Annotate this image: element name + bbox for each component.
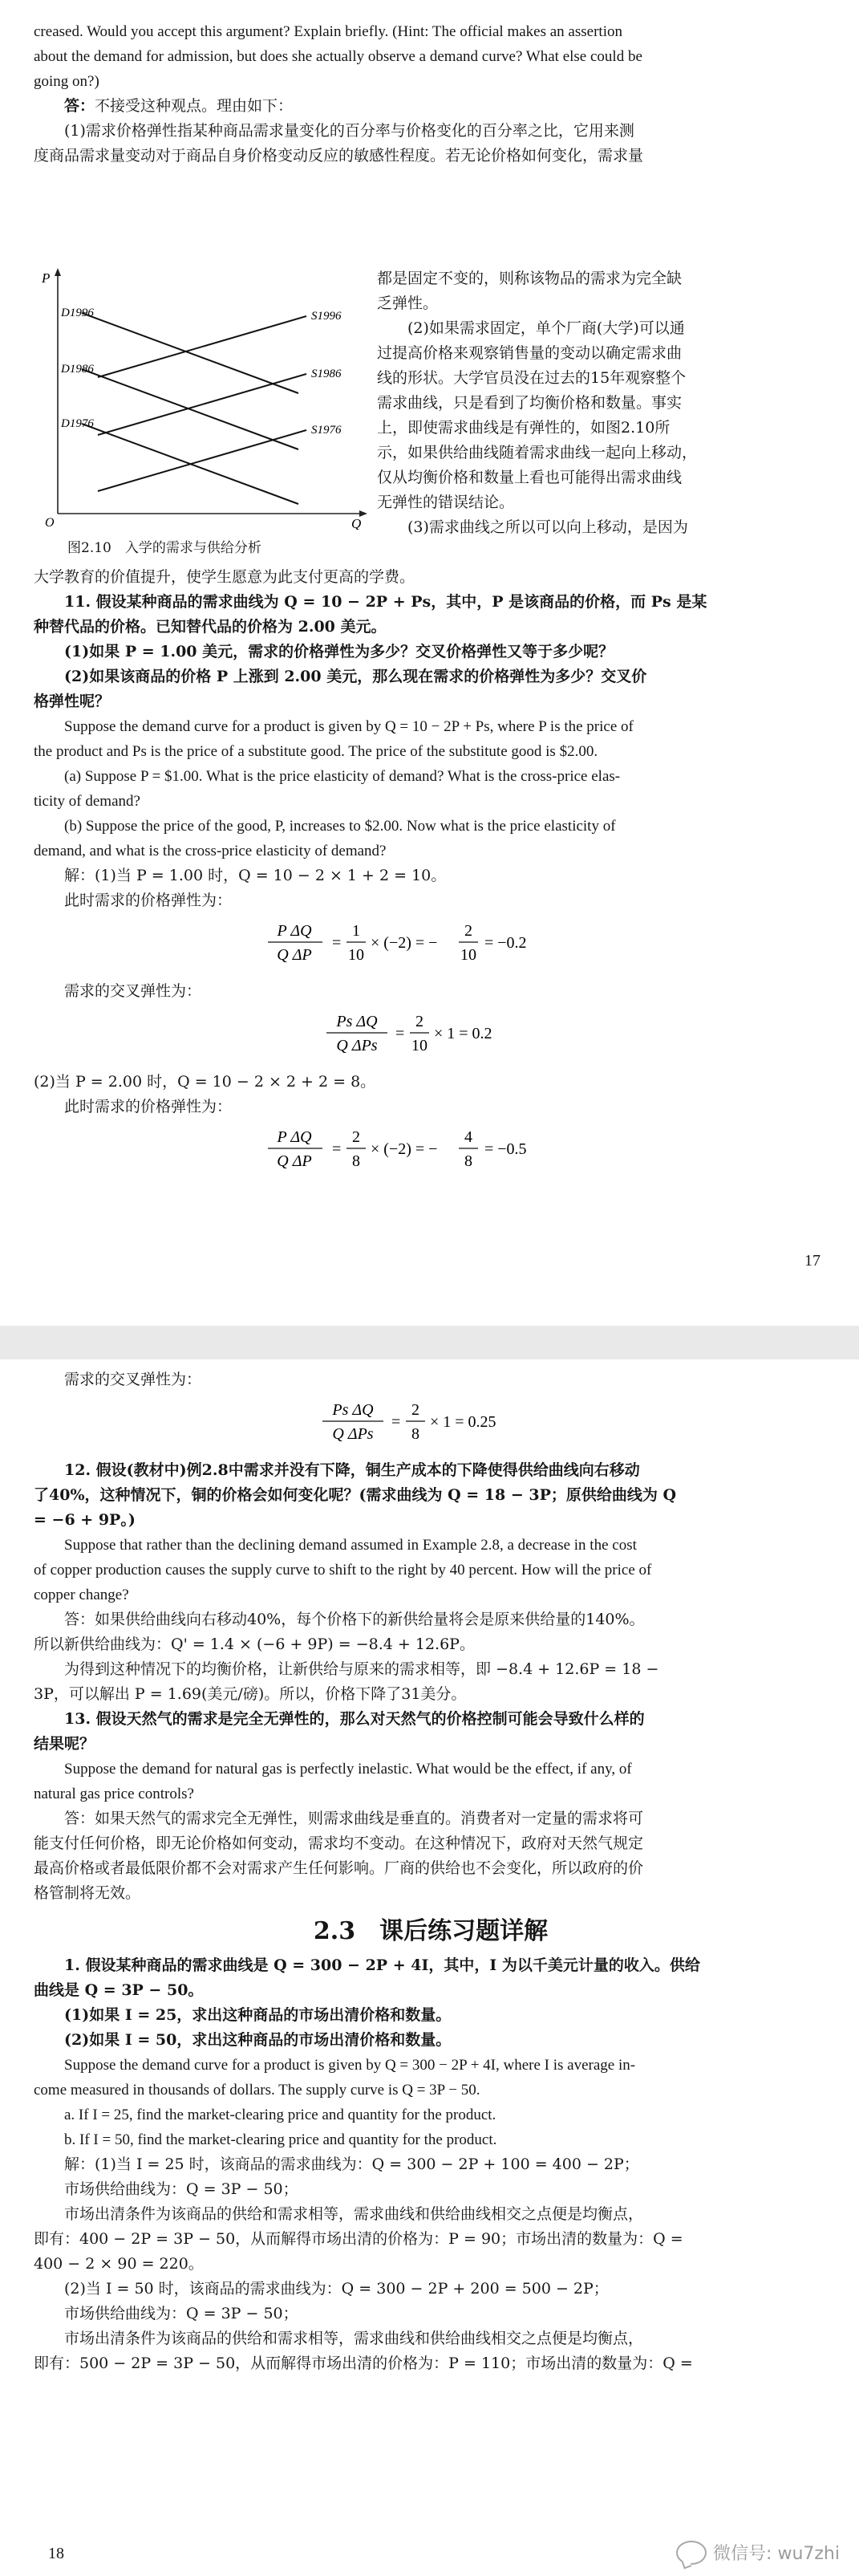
q11-en-line: (a) Suppose P = $1.00. What is the price elasticity of demand? What is the cross-price elas-: [64, 768, 621, 785]
axis-q-label: Q: [351, 516, 362, 530]
cross-elasticity-label: 需求的交叉弹性为：: [64, 982, 202, 1000]
q1-solution-line: 市场出清条件为该商品的供给和需求相等，需求曲线和供给曲线相交之点便是均衡点，: [64, 2205, 644, 2223]
q11-en-line: demand, and what is the cross-price elasticity of demand?: [34, 843, 387, 859]
right-line: 示，如果供给曲线随着需求曲线一起向上移动，: [377, 444, 698, 461]
q12-en-line: Suppose that rather than the declining demand assumed in Example 2.8, a decrease in the cost: [64, 1537, 637, 1554]
svg-text:1: 1: [352, 922, 360, 940]
q1-en-line: come measured in thousands of dollars. The supply curve is Q = 3P − 50.: [34, 2082, 480, 2099]
intro-line: creased. Would you accept this argument? Explain briefly. (Hint: The official makes an assertion: [34, 23, 622, 40]
svg-text:2: 2: [464, 922, 472, 940]
svg-text:=: =: [395, 1025, 405, 1042]
solution-line: 此时需求的价格弹性为：: [64, 1098, 233, 1115]
svg-text:Q ΔP: Q ΔP: [277, 946, 312, 964]
supply-line-1976: [98, 430, 306, 491]
q1-solution-line: (2)当 I = 50 时，该商品的需求曲线为：Q = 300 − 2P + 200 = 500 − 2P；: [64, 2280, 609, 2298]
q1-line: 曲线是 Q = 3P − 50。: [34, 1981, 204, 1999]
svg-text:P ΔQ: P ΔQ: [277, 1128, 312, 1146]
q1-en-line: a. If I = 25, find the market-clearing price and quantity for the product.: [64, 2107, 496, 2123]
right-line: 乏弹性。: [377, 295, 439, 312]
q12-line: = −6 + 9P。): [34, 1511, 136, 1529]
solution-line: (2)当 P = 2.00 时，Q = 10 − 2 × 2 + 2 = 8。: [34, 1073, 376, 1091]
page1-top-text: [34, 19, 828, 169]
watermark-text: 微信号: wu7zhi: [713, 2544, 840, 2564]
svg-text:2: 2: [411, 1401, 419, 1419]
q1-solution-line: 即有：500 − 2P = 3P − 50，从而解得市场出清的价格为：P = 110；市场出清的数量为：Q =: [34, 2355, 693, 2372]
svg-text:10: 10: [411, 1037, 427, 1054]
svg-text:P ΔQ: P ΔQ: [277, 922, 312, 940]
para1-line: 度商品需求量变动对于商品自身价格变动反应的敏感性程度。若无论价格如何变化，需求量: [34, 147, 644, 165]
q12-en-line: copper change?: [34, 1587, 129, 1603]
q12-line: 12. 假设(教材中)例2.8中需求并没有下降，铜生产成本的下降使得供给曲线向右移动: [64, 1461, 640, 1479]
svg-text:Q ΔPs: Q ΔPs: [336, 1037, 378, 1054]
axis-p-label: P: [42, 270, 51, 286]
supply-label: S1996: [311, 310, 342, 323]
svg-text:8: 8: [411, 1425, 419, 1443]
cross-elasticity-label: 需求的交叉弹性为：: [64, 1371, 202, 1388]
intro-line: going on?): [34, 73, 99, 90]
demand-label: D1996: [61, 307, 94, 319]
q11-line: 格弹性呢？: [34, 693, 111, 710]
q12-en-line: of copper production causes the supply curve to shift to the right by 40 percent. How will the price of: [34, 1562, 652, 1579]
solution-line: 解：(1)当 P = 1.00 时，Q = 10 − 2 × 1 + 2 = 10。: [64, 867, 447, 884]
right-line: 都是固定不变的，则称该物品的需求为完全缺: [377, 270, 683, 287]
q1-line: (1)如果 I = 25，求出这种商品的市场出清价格和数量。: [64, 2006, 452, 2024]
svg-text:4: 4: [464, 1128, 472, 1146]
right-line: (2)如果需求固定，单个厂商(大学)可以通: [407, 319, 685, 337]
page-number: 17: [804, 1252, 821, 1270]
svg-text:10: 10: [348, 946, 364, 964]
svg-text:Q ΔP: Q ΔP: [277, 1152, 312, 1170]
q12-answer-line: 为得到这种情况下的均衡价格，让新供给与原来的需求相等，即 −8.4 + 12.6P = 18 −: [64, 1660, 659, 1678]
q12-answer-line: 所以新供给曲线为：Q' = 1.4 × (−6 + 9P) = −8.4 + 12.6P。: [34, 1635, 475, 1653]
solution-line: 此时需求的价格弹性为：: [64, 892, 233, 909]
q13-answer-line: 最高价格或者最低限价都不会对需求产生任何影响。厂商的供给也不会变化，所以政府的价: [34, 1859, 644, 1877]
svg-text:× 1 = 0.25: × 1 = 0.25: [430, 1413, 496, 1431]
para1-line: (1)需求价格弹性指某种商品需求量变化的百分率与价格变化的百分率之比，它用来测: [64, 122, 634, 140]
svg-text:=: =: [332, 934, 342, 952]
demand-label: D1976: [61, 417, 94, 430]
supply-line-1996: [98, 316, 306, 377]
q1-solution-line: 400 − 2 × 90 = 220。: [34, 2255, 204, 2273]
q1-solution-line: 市场供给曲线为：Q = 3P − 50；: [64, 2180, 298, 2198]
svg-text:2: 2: [352, 1128, 360, 1146]
right-line: 上，即使需求曲线是有弹性的，如图2.10所: [377, 419, 671, 437]
page-number: 18: [48, 2545, 64, 2562]
q13-line: 13. 假设天然气的需求是完全无弹性的，那么对天然气的价格控制可能会导致什么样的: [64, 1710, 645, 1728]
right-line: (3)需求曲线之所以可以向上移动，是因为: [407, 518, 688, 536]
right-line: 仅从均衡价格和数量上看也可能得出需求曲线: [377, 469, 683, 486]
q11-en-line: the product and Ps is the price of a substitute good. The price of the substitute good is $2.00.: [34, 743, 598, 760]
svg-text:8: 8: [464, 1152, 472, 1170]
section-title: 2.3 课后练习题详解: [313, 1917, 549, 1945]
q13-en-line: Suppose the demand for natural gas is perfectly inelastic. What would be the effect, if any, of: [64, 1761, 632, 1778]
svg-text:= −0.5: = −0.5: [484, 1140, 527, 1158]
answer-label: 答：: [64, 97, 95, 115]
formula-price-elasticity-1: [34, 918, 828, 974]
supply-line-1986: [98, 374, 306, 435]
p-axis-arrow: [55, 268, 61, 276]
svg-text:8: 8: [352, 1152, 360, 1170]
q11-line: (2)如果该商品的价格 P 上涨到 2.00 美元，那么现在需求的价格弹性为多少？交叉价: [64, 668, 647, 685]
q12-answer-line: 3P，可以解出 P = 1.69(美元/磅)。所以，价格下降了31美分。: [34, 1685, 467, 1703]
answer-text: 不接受这种观点。理由如下：: [95, 97, 294, 115]
q11-en-line: (b) Suppose the price of the good, P, increases to $2.00. Now what is the price elasticity of: [64, 818, 616, 835]
svg-text:× (−2) = −: × (−2) = −: [371, 1140, 438, 1158]
svg-text:× (−2) = −: × (−2) = −: [371, 934, 438, 952]
watermark: [676, 2540, 840, 2565]
q1-line: 1. 假设某种商品的需求曲线是 Q = 300 − 2P + 4I，其中，I 为以千美元计量的收入。供给: [64, 1956, 700, 1974]
q1-solution-line: 市场出清条件为该商品的供给和需求相等，需求曲线和供给曲线相交之点便是均衡点，: [64, 2330, 644, 2347]
q11-line: (1)如果 P = 1.00 美元，需求的价格弹性为多少？交叉价格弹性又等于多少呢？: [64, 643, 614, 660]
page1-lower-text: [34, 565, 828, 1185]
page-18: [0, 1359, 859, 2576]
q1-solution-line: 即有：400 − 2P = 3P − 50，从而解得市场出清的价格为：P = 90；市场出清的数量为：Q =: [34, 2230, 683, 2248]
right-line: 需求曲线，只是看到了均衡价格和数量。事实: [377, 394, 683, 412]
svg-text:Ps ΔQ: Ps ΔQ: [336, 1013, 378, 1030]
intro-line: about the demand for admission, but does she actually observe a demand curve? What else could be: [34, 48, 642, 65]
q11-en-line: Suppose the demand curve for a product is given by Q = 10 − 2P + Ps, where P is the price of: [64, 718, 634, 735]
svg-text:2: 2: [415, 1013, 423, 1030]
para3-end: 大学教育的价值提升，使学生愿意为此支付更高的学费。: [34, 568, 415, 586]
right-line: 过提高价格来观察销售量的变动以确定需求曲: [377, 344, 683, 362]
q11-line: 11. 假设某种商品的需求曲线为 Q = 10 − 2P + Ps，其中，P 是该商品的价格，而 Ps 是某: [64, 593, 707, 611]
svg-text:Ps ΔQ: Ps ΔQ: [332, 1401, 374, 1419]
q11-en-line: ticity of demand?: [34, 793, 140, 810]
q13-line: 结果呢？: [34, 1735, 95, 1753]
svg-text:Q ΔPs: Q ΔPs: [332, 1425, 374, 1443]
demand-label: D1986: [61, 363, 94, 376]
supply-demand-diagram: [34, 265, 371, 530]
formula-price-elasticity-2: [34, 1124, 828, 1180]
figure-caption: 图2.10 入学的需求与供给分析: [67, 540, 261, 556]
origin-label: O: [45, 516, 55, 530]
q12-answer-line: 答：如果供给曲线向右移动40%，每个价格下的新供给量将会是原来供给量的140%。: [64, 1611, 645, 1628]
svg-text:= −0.2: = −0.2: [484, 934, 527, 952]
q1-line: (2)如果 I = 50，求出这种商品的市场出清价格和数量。: [64, 2031, 452, 2049]
q12-line: 了40%，这种情况下，铜的价格会如何变化呢？(需求曲线为 Q = 18 − 3P；原供给曲线为 Q: [34, 1486, 677, 1504]
svg-text:× 1 = 0.2: × 1 = 0.2: [434, 1025, 492, 1042]
wechat-icon: [676, 2541, 707, 2565]
formula-cross-elasticity-1: [34, 1009, 828, 1065]
q1-en-line: Suppose the demand curve for a product is given by Q = 300 − 2P + 4I, where I is average in-: [64, 2057, 636, 2074]
q1-solution-line: 解：(1)当 I = 25 时，该商品的需求曲线为：Q = 300 − 2P + 100 = 400 − 2P；: [64, 2155, 639, 2173]
q11-line: 种替代品的价格。已知替代品的价格为 2.00 美元。: [34, 618, 387, 636]
q13-answer-line: 能支付任何价格，即无论价格如何变动，需求均不变动。在这种情况下，政府对天然气规定: [34, 1834, 644, 1852]
right-line: 线的形状。大学官员没在过去的15年观察整个: [377, 369, 687, 387]
svg-text:=: =: [332, 1140, 342, 1158]
right-line: 无弹性的错误结论。: [377, 494, 515, 511]
supply-label: S1976: [311, 424, 342, 437]
q13-answer-line: 格管制将无效。: [34, 1884, 141, 1902]
svg-text:10: 10: [460, 946, 476, 964]
formula-cross-elasticity-2: [34, 1397, 828, 1453]
q1-solution-line: 市场供给曲线为：Q = 3P − 50；: [64, 2305, 298, 2322]
q13-answer-line: 答：如果天然气的需求完全无弹性，则需求曲线是垂直的。消费者对一定量的需求将可: [64, 1810, 644, 1827]
q13-en-line: natural gas price controls?: [34, 1786, 194, 1802]
svg-text:=: =: [391, 1413, 401, 1431]
supply-label: S1986: [311, 368, 342, 380]
q1-en-line: b. If I = 50, find the market-clearing price and quantity for the product.: [64, 2131, 497, 2148]
right-column-text: [377, 266, 828, 540]
figure-2-10: [34, 265, 371, 530]
page2-text: [34, 1367, 828, 2376]
